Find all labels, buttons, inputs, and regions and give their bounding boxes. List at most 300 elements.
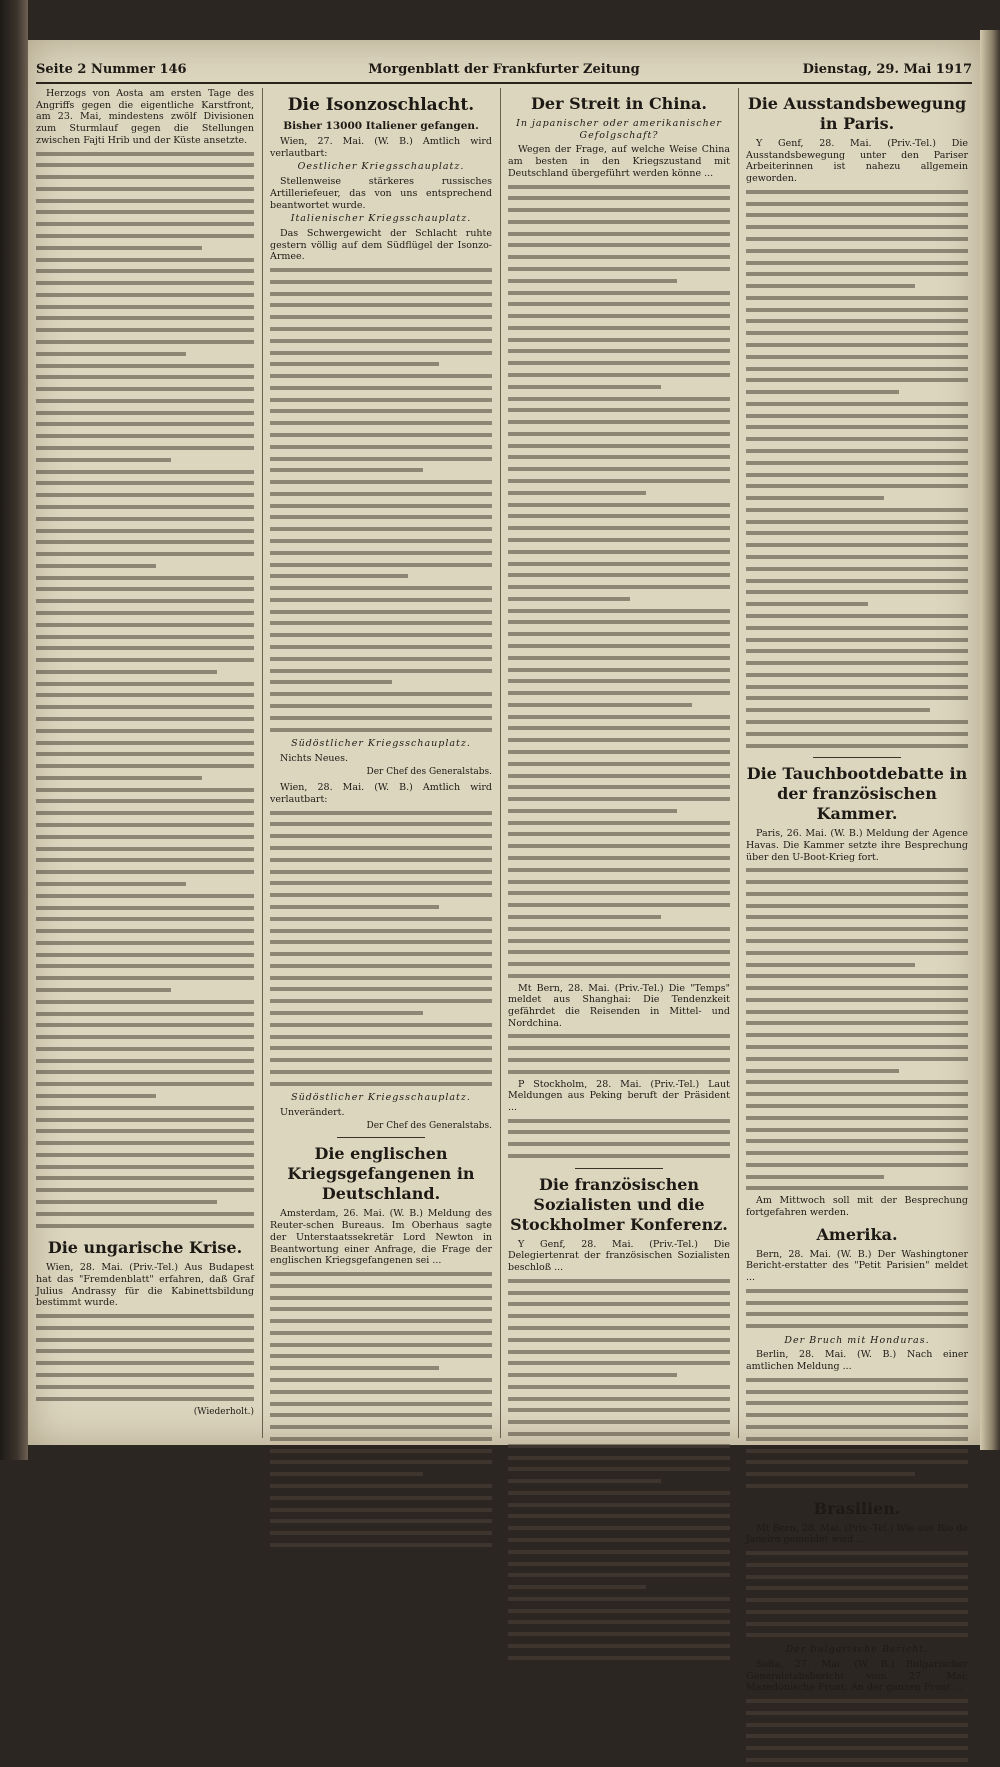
text-line — [508, 1370, 677, 1382]
section-label: Italienischer Kriegsschauplatz. — [290, 213, 472, 225]
illegible-text-block — [508, 182, 730, 983]
subheadline: Bisher 13000 Italiener gefangen. — [283, 120, 479, 132]
text-line — [508, 877, 730, 889]
text-line — [36, 855, 254, 867]
text-line — [36, 349, 186, 361]
text-line — [746, 1077, 968, 1089]
text-line — [508, 205, 730, 217]
newspaper-title: Morgenblatt der Frankfurter Zeitung — [368, 62, 640, 77]
text-line — [508, 1299, 730, 1311]
text-line — [746, 493, 884, 505]
illegible-text-block — [36, 149, 254, 1233]
column-rule — [500, 88, 501, 1438]
text-line — [746, 1720, 968, 1732]
signature: Der Chef des Generalstabs. — [366, 1120, 492, 1131]
column-1 — [36, 88, 254, 1438]
headline-englische-kriegsgefangene: Die englischen Kriegsgefangenen in Deutschland. — [287, 1144, 475, 1204]
text-line — [270, 300, 492, 312]
text-line — [508, 1453, 730, 1465]
text-line — [746, 411, 968, 423]
text-line — [36, 302, 254, 314]
text-line — [508, 1629, 730, 1641]
page-number: Seite 2 Nummer 146 — [36, 62, 187, 77]
text-line — [36, 1323, 254, 1335]
text-line — [508, 782, 730, 794]
text-line — [36, 1150, 254, 1162]
text-line — [508, 912, 661, 924]
article-text: P Stockholm, 28. Mai. (Priv.-Tel.) Laut Meldungen aus Peking beruft der Präsident ... — [508, 1078, 730, 1113]
text-line — [270, 571, 408, 583]
article-text: Y Genf, 28. Mai. (Priv.-Tel.) Die Delegiertenrat der französischen Sozialisten beschloß ... — [508, 1238, 730, 1274]
text-line — [508, 417, 730, 429]
text-line — [36, 1020, 254, 1032]
text-line — [270, 430, 492, 442]
text-line — [746, 399, 968, 411]
signature: (Wiederholt.) — [193, 1407, 254, 1418]
article-text: Wien, 28. Mai. (W. B.) Amtlich wird verlautbart: — [270, 782, 492, 805]
text-line — [746, 971, 968, 983]
divider — [813, 757, 902, 758]
text-line — [508, 405, 730, 417]
text-line — [270, 1032, 492, 1044]
text-line — [270, 1008, 423, 1020]
text-line — [36, 219, 254, 231]
text-line — [746, 1422, 968, 1434]
text-line — [36, 266, 254, 278]
article-text: Paris, 26. Mai. (W. B.) Meldung der Agence Havas. Die Kammer setzte ihre Besprechung über den U-Boot-Krieg fort. — [746, 828, 968, 863]
text-line — [270, 548, 492, 560]
text-line — [508, 523, 730, 535]
article-text: Bern, 28. Mai. (W. B.) Der Washingtoner Bericht-erstatter des "Petit Parisien" meldet ... — [746, 1248, 968, 1284]
text-line — [36, 149, 254, 161]
text-line — [746, 865, 968, 877]
text-line — [36, 832, 254, 844]
text-line — [36, 490, 254, 502]
headline-brasilien: Brasilien. — [813, 1498, 901, 1518]
text-line — [36, 997, 254, 1009]
text-line — [746, 995, 968, 1007]
text-line — [270, 725, 492, 737]
text-line — [508, 288, 730, 300]
text-line — [36, 160, 254, 172]
text-line — [36, 891, 254, 903]
text-line — [36, 749, 254, 761]
text-line — [270, 536, 492, 548]
text-line — [508, 1511, 730, 1523]
text-line — [270, 808, 492, 820]
text-line — [508, 700, 692, 712]
text-line — [270, 1457, 492, 1469]
text-line — [36, 455, 171, 467]
text-line — [36, 632, 254, 644]
text-line — [508, 1323, 730, 1335]
text-line — [36, 478, 254, 490]
article-text: Mt Bern, 28. Mai. (Priv.-Tel.) Wie aus Rio de Janeiro gemeldet wird ... — [746, 1522, 968, 1546]
text-line — [270, 324, 492, 336]
text-line — [270, 1316, 492, 1328]
text-line — [746, 1696, 968, 1708]
illegible-text-block — [508, 1116, 730, 1163]
text-line — [36, 584, 254, 596]
text-line — [746, 517, 968, 529]
text-line — [508, 276, 677, 288]
text-line — [270, 1340, 492, 1352]
text-line — [746, 729, 968, 741]
text-line — [508, 1276, 730, 1288]
headline-ausstandsbewegung: Die Ausstandsbewegung in Paris. — [747, 94, 967, 133]
article-text: Wien, 27. Mai. (W. B.) Amtlich wird verlautbart: — [270, 136, 492, 159]
text-line — [508, 582, 730, 594]
article-text: Herzogs von Aosta am ersten Tage des Angriffs gegen die eigentliche Karstfront, am 23. Mai, mindestens zwölf Divisionen zum Sturmlauf gegen die Stellungen zwischen Fajti Hrib und der Küste ansetzte. — [36, 88, 254, 146]
text-line — [508, 1476, 661, 1488]
text-line — [746, 305, 968, 317]
text-line — [270, 831, 492, 843]
text-line — [508, 594, 630, 606]
text-line — [508, 665, 730, 677]
text-line — [270, 348, 492, 360]
text-line — [746, 877, 968, 889]
text-line — [508, 476, 730, 488]
text-line — [508, 606, 730, 618]
text-line — [270, 1351, 492, 1363]
text-line — [270, 973, 492, 985]
newspaper-page — [28, 40, 980, 1694]
text-line — [508, 240, 730, 252]
text-line — [36, 443, 254, 455]
text-line — [508, 759, 730, 771]
text-line — [36, 643, 254, 655]
text-line — [508, 818, 730, 830]
text-line — [746, 1398, 968, 1410]
text-line — [508, 1441, 730, 1453]
text-line — [36, 1079, 254, 1091]
text-line — [746, 705, 930, 717]
text-line — [270, 289, 492, 301]
text-line — [36, 502, 254, 514]
text-line — [508, 1311, 730, 1323]
text-line — [270, 890, 492, 902]
text-line — [36, 690, 254, 702]
text-line — [508, 358, 730, 370]
text-line — [36, 1335, 254, 1347]
text-line — [36, 372, 254, 384]
text-line — [746, 1018, 968, 1030]
text-line — [36, 903, 254, 915]
text-line — [746, 1619, 968, 1631]
text-line — [270, 607, 492, 619]
subheadline: Der Bruch mit Honduras. — [784, 1334, 930, 1346]
text-line — [508, 1067, 730, 1079]
text-line — [508, 370, 730, 382]
text-line — [36, 1197, 217, 1209]
illegible-text-block — [270, 808, 492, 1091]
text-line — [270, 642, 492, 654]
section-label: Südöstlicher Kriegsschauplatz. — [291, 738, 471, 750]
text-line — [508, 559, 730, 571]
text-line — [508, 570, 730, 582]
text-line — [36, 1382, 254, 1394]
text-line — [270, 595, 492, 607]
text-line — [746, 1446, 968, 1458]
illegible-text-block — [746, 1286, 968, 1333]
text-line — [746, 1469, 915, 1481]
article-text: Wien, 28. Mai. (Priv.-Tel.) Aus Budapest hat das "Fremdenblatt" erfahren, daß Graf Julius Andrassy für die Kabinettsbildung bestimmt wurde. — [36, 1262, 254, 1309]
text-line — [270, 1387, 492, 1399]
text-line — [508, 1382, 730, 1394]
text-line — [746, 1172, 884, 1184]
text-line — [270, 819, 492, 831]
text-line — [36, 1009, 254, 1021]
text-line — [270, 689, 492, 701]
divider — [337, 1137, 426, 1138]
subheadline: In japanischer oder amerikanischer Gefolgschaft? — [516, 118, 722, 141]
text-line — [36, 1032, 254, 1044]
column-rule — [262, 88, 263, 1438]
text-line — [270, 442, 492, 454]
text-line — [270, 1304, 492, 1316]
text-line — [508, 1582, 646, 1594]
text-line — [36, 290, 254, 302]
text-line — [746, 635, 968, 647]
text-line — [270, 666, 492, 678]
text-line — [508, 1523, 730, 1535]
text-line — [36, 785, 254, 797]
illegible-text-block — [508, 1031, 730, 1078]
text-line — [746, 352, 968, 364]
text-line — [270, 677, 392, 689]
text-line — [36, 561, 156, 573]
text-line — [270, 878, 492, 890]
headline-amerika: Amerika. — [816, 1224, 898, 1244]
text-line — [270, 937, 492, 949]
text-line — [746, 1375, 968, 1387]
text-line — [36, 1162, 254, 1174]
text-line — [746, 1286, 968, 1298]
text-line — [508, 688, 730, 700]
text-line — [508, 252, 730, 264]
section-label: Südöstlicher Kriegsschauplatz. — [291, 1092, 471, 1104]
text-line — [36, 738, 254, 750]
text-line — [746, 364, 968, 376]
text-line — [270, 1043, 492, 1055]
text-line — [746, 1007, 968, 1019]
text-line — [36, 679, 254, 691]
text-line — [508, 653, 730, 665]
text-line — [270, 867, 492, 879]
text-line — [508, 1394, 730, 1406]
text-line — [36, 796, 254, 808]
text-line — [270, 1079, 492, 1091]
text-line — [746, 434, 968, 446]
text-line — [270, 1293, 492, 1305]
text-line — [508, 346, 730, 358]
text-line — [508, 900, 730, 912]
article-text: Mt Bern, 28. Mai. (Priv.-Tel.) Die "Temps" meldet aus Shanghai: Die Tendenzkeit gefährdet die Reisenden in Mittel- und Nordchina. — [508, 982, 730, 1029]
text-line — [746, 1101, 968, 1113]
text-line — [508, 924, 730, 936]
text-line — [36, 1346, 254, 1358]
text-line — [270, 406, 492, 418]
text-line — [36, 325, 254, 337]
text-line — [508, 1417, 730, 1429]
text-line — [746, 1630, 968, 1642]
text-line — [746, 936, 968, 948]
text-line — [36, 1056, 254, 1068]
headline-ungarische-krise: Die ungarische Krise. — [47, 1238, 243, 1258]
text-line — [508, 1606, 730, 1618]
text-line — [36, 243, 202, 255]
subheadline: Der bulgarische Bericht. — [785, 1644, 929, 1656]
text-line — [36, 1209, 254, 1221]
text-line — [36, 1103, 254, 1115]
text-line — [508, 335, 730, 347]
text-line — [508, 617, 730, 629]
text-line — [36, 419, 254, 431]
text-line — [508, 1116, 730, 1128]
text-line — [746, 1298, 968, 1310]
text-line — [746, 948, 968, 960]
text-line — [36, 1067, 254, 1079]
text-line — [508, 464, 730, 476]
text-line — [746, 505, 968, 517]
text-line — [270, 701, 492, 713]
text-line — [36, 207, 254, 219]
text-line — [508, 959, 730, 971]
text-line — [270, 418, 492, 430]
text-line — [36, 467, 254, 479]
text-line — [36, 773, 202, 785]
text-line — [746, 646, 968, 658]
text-line — [270, 1281, 492, 1293]
article-text: Berlin, 28. Mai. (W. B.) Nach einer amtlichen Meldung ... — [746, 1349, 968, 1373]
text-line — [746, 387, 899, 399]
text-line — [508, 547, 730, 559]
text-line — [746, 1042, 968, 1054]
text-line — [746, 1481, 968, 1493]
text-line — [746, 924, 968, 936]
text-line — [36, 820, 254, 832]
text-line — [36, 408, 254, 420]
text-line — [36, 184, 254, 196]
text-line — [508, 1559, 730, 1571]
text-line — [508, 382, 661, 394]
text-line — [36, 702, 254, 714]
text-line — [746, 1183, 968, 1195]
text-line — [746, 1457, 968, 1469]
text-line — [270, 843, 492, 855]
text-line — [746, 587, 968, 599]
divider — [575, 1168, 664, 1169]
text-line — [270, 395, 492, 407]
text-line — [508, 1139, 730, 1151]
text-line — [508, 629, 730, 641]
text-line — [270, 1399, 492, 1411]
text-line — [508, 182, 730, 194]
text-line — [36, 844, 254, 856]
text-line — [746, 269, 968, 281]
text-line — [270, 1469, 423, 1481]
text-line — [508, 1547, 730, 1559]
text-line — [746, 1572, 968, 1584]
text-line — [270, 336, 492, 348]
text-line — [36, 714, 254, 726]
text-line — [746, 1113, 968, 1125]
text-line — [746, 1136, 968, 1148]
text-line — [36, 867, 254, 879]
text-line — [746, 1054, 968, 1066]
text-line — [746, 564, 968, 576]
text-line — [270, 265, 492, 277]
article-text: Y Genf, 28. Mai. (Priv.-Tel.) Die Ausstandsbewegung unter den Pariser Arbeiterinnen ist nahezu allgemein geworden. — [746, 138, 968, 185]
text-line — [508, 888, 730, 900]
text-line — [270, 524, 492, 536]
text-line — [36, 1173, 254, 1185]
text-line — [270, 1410, 492, 1422]
text-line — [270, 855, 492, 867]
text-line — [36, 961, 254, 973]
text-line — [270, 277, 492, 289]
column-4 — [746, 88, 968, 1694]
text-line — [36, 514, 254, 526]
text-line — [746, 1410, 968, 1422]
text-line — [36, 950, 254, 962]
article-text: Am Mittwoch soll mit der Besprechung fortgefahren werden. — [746, 1195, 968, 1218]
text-line — [508, 1151, 730, 1163]
book-binding — [0, 0, 28, 1460]
text-line — [270, 583, 492, 595]
text-line — [36, 808, 254, 820]
text-line — [508, 1127, 730, 1139]
text-line — [36, 726, 254, 738]
text-line — [36, 1091, 156, 1103]
text-line — [746, 901, 968, 913]
text-line — [36, 196, 254, 208]
text-line — [746, 1743, 968, 1755]
text-line — [508, 841, 730, 853]
text-line — [746, 1160, 968, 1172]
article-text: Stellenweise stärkeres russisches Artilleriefeuer, das von uns entsprechend beantwortet wurde. — [270, 176, 492, 211]
text-line — [36, 1311, 254, 1323]
text-line — [36, 172, 254, 184]
text-line — [508, 217, 730, 229]
text-line — [36, 537, 254, 549]
headline-franzoesische-sozialisten: Die französischen Sozialisten und die Stockholmer Konferenz. — [510, 1174, 728, 1234]
text-line — [270, 1328, 492, 1340]
text-line — [746, 741, 968, 753]
text-line — [508, 1535, 730, 1547]
issue-date: Dienstag, 29. Mai 1917 — [802, 62, 972, 77]
text-line — [746, 340, 968, 352]
text-line — [508, 936, 730, 948]
text-line — [746, 552, 968, 564]
text-line — [270, 630, 492, 642]
text-line — [270, 1055, 492, 1067]
text-line — [508, 264, 730, 276]
text-line — [746, 458, 968, 470]
text-line — [36, 1138, 254, 1150]
text-line — [746, 281, 915, 293]
text-line — [270, 454, 492, 466]
text-line — [270, 1481, 492, 1493]
text-line — [270, 371, 492, 383]
signature: Der Chef des Generalstabs. — [366, 766, 492, 777]
text-line — [270, 1540, 492, 1552]
text-line — [508, 1288, 730, 1300]
text-line — [36, 231, 254, 243]
text-line — [746, 1560, 968, 1572]
text-line — [270, 560, 492, 572]
text-line — [270, 618, 492, 630]
